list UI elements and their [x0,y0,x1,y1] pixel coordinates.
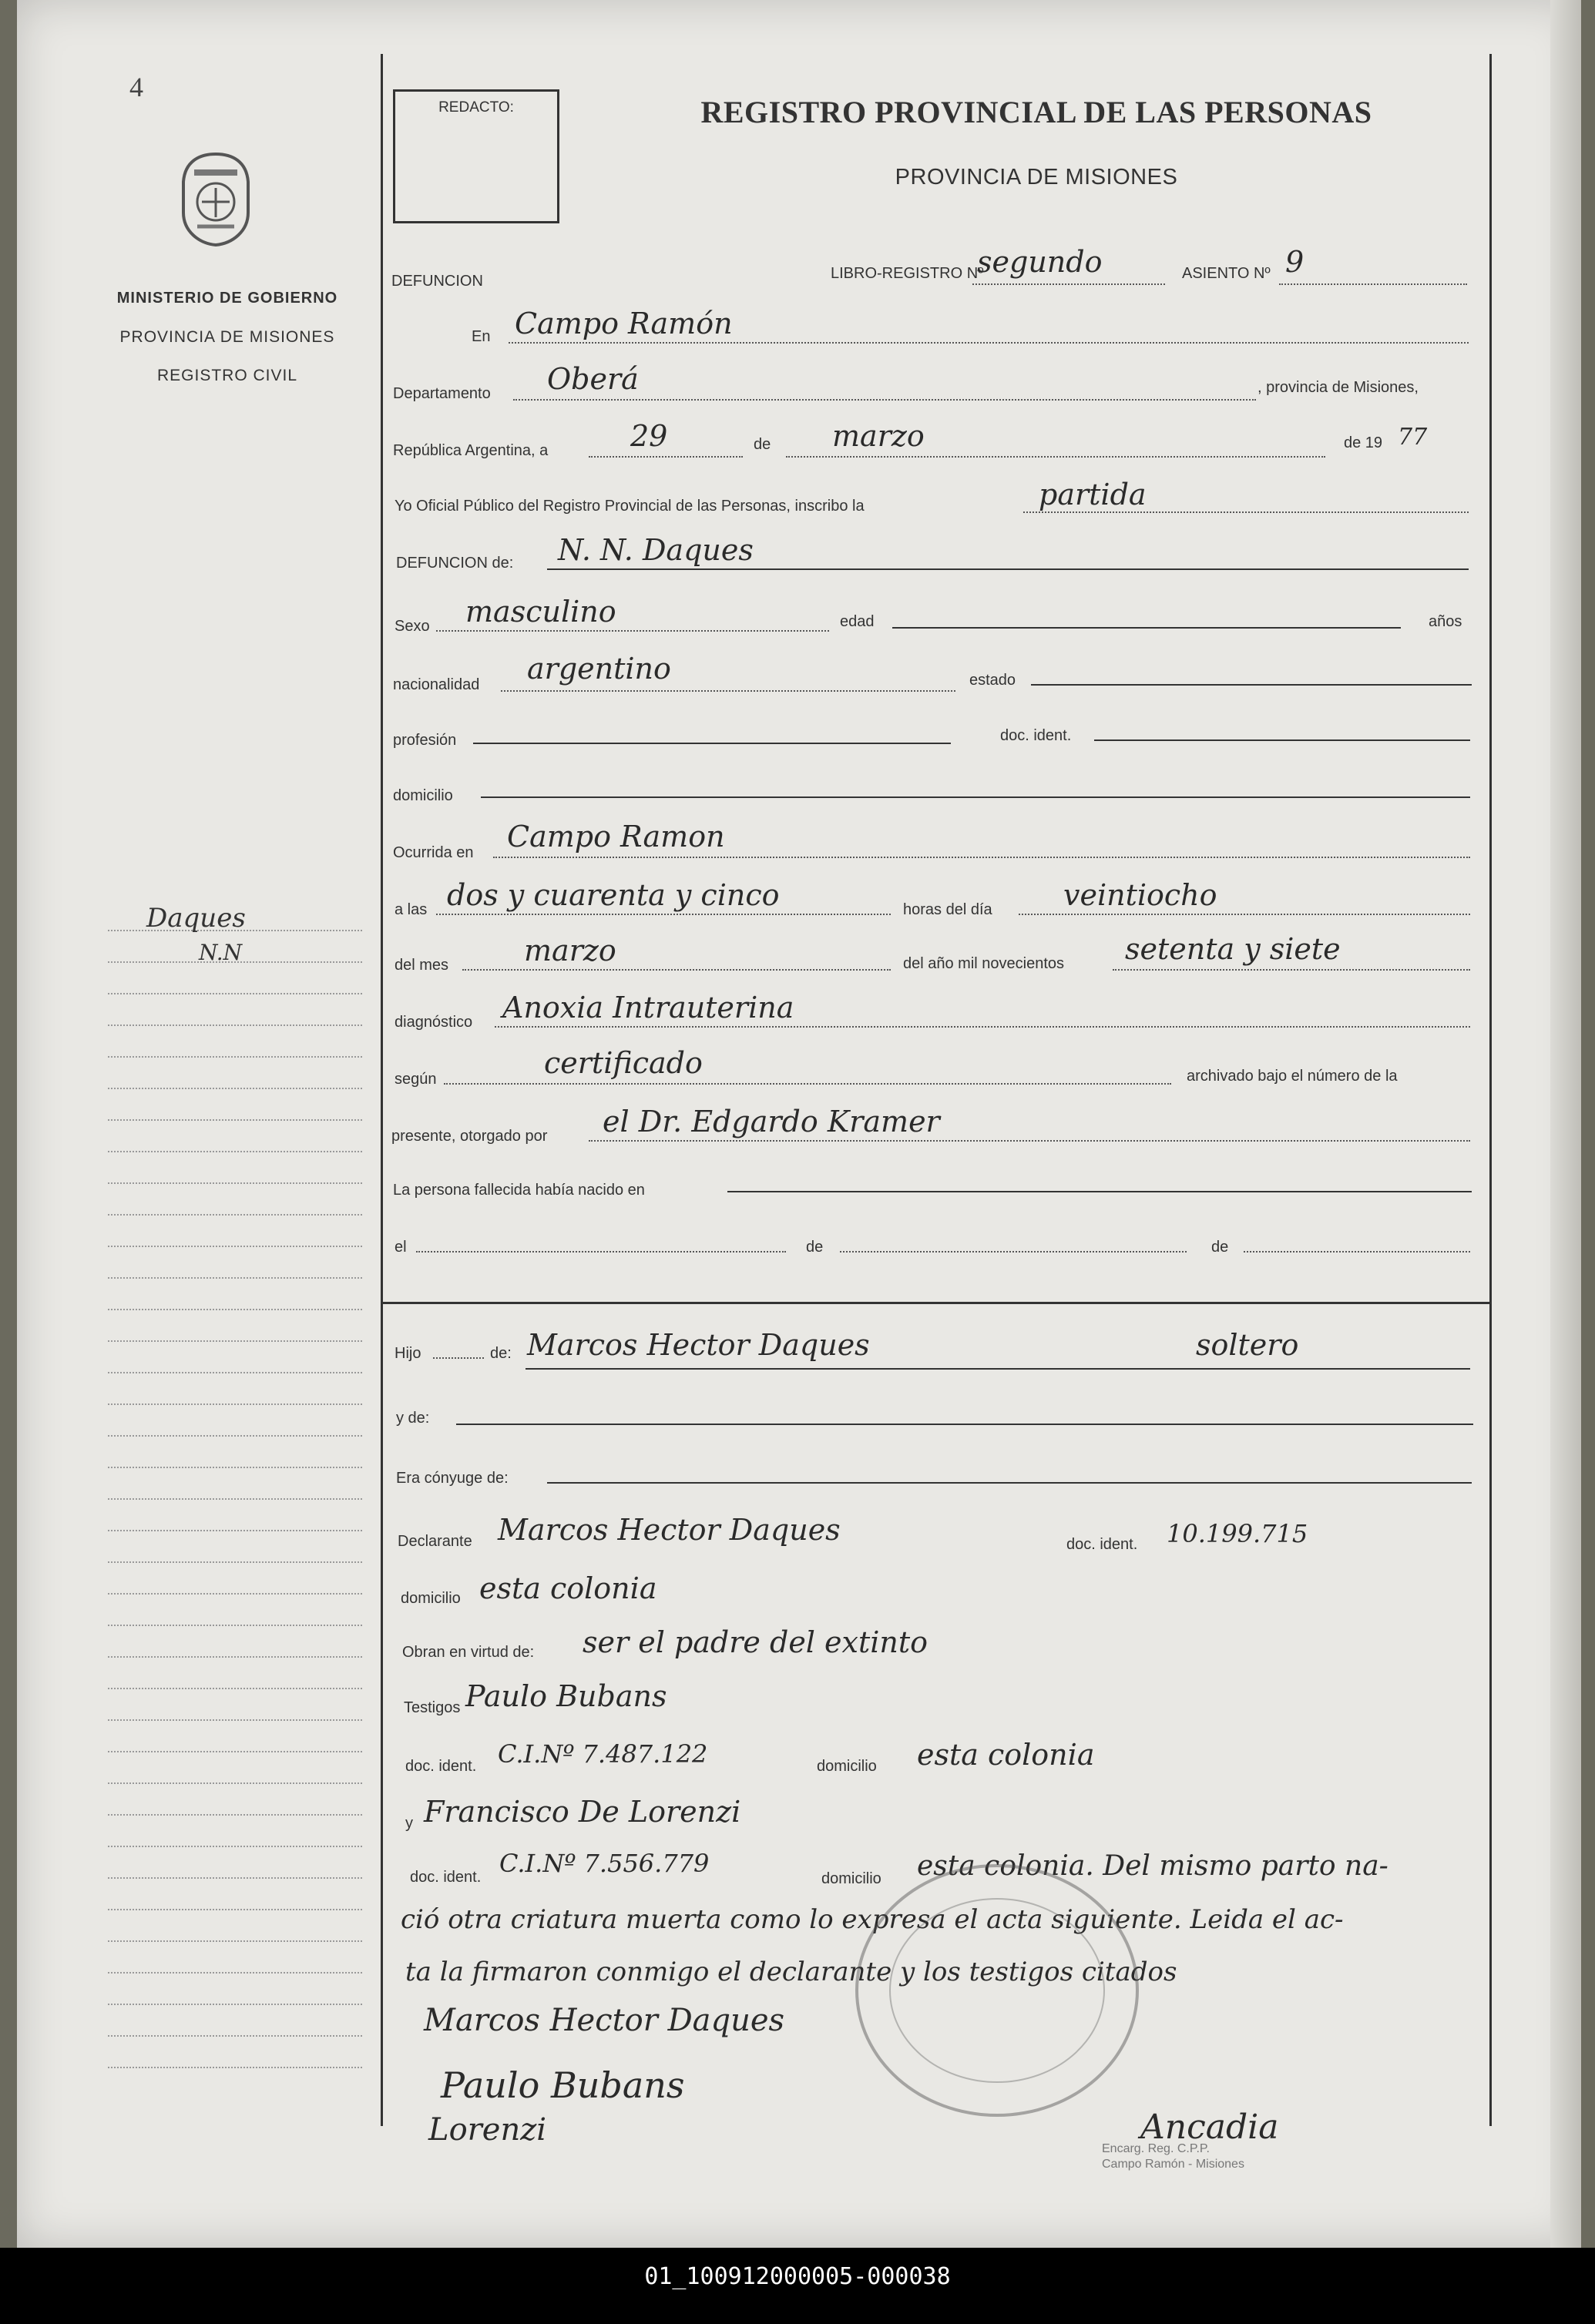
month-line [786,456,1325,458]
day-of-death-label: horas del día [903,901,992,918]
act-type-label: DEFUNCION [391,273,483,290]
month-value: marzo [832,419,925,453]
department-label: Departamento [393,385,491,402]
registry-heading: REGISTRO CIVIL [156,367,298,384]
year-of-death-label: del año mil novecientos [903,955,1065,972]
book-number-line [972,283,1165,285]
mother-line [456,1424,1473,1425]
deceased-line [547,568,1469,570]
book-number-label: LIBRO-REGISTRO Nº [831,265,984,282]
deceased-name: N. N. Daques [558,533,754,567]
note-line-2: ta la firmaron conmigo el declarante y los testigos citados [405,1957,1177,1987]
birth-day-line [416,1251,786,1253]
nationality-label: nacionalidad [393,676,480,693]
place-value: Campo Ramón [515,307,733,340]
department-value: Oberá [547,362,639,396]
witness1-address-label: domicilio [817,1758,877,1775]
witness1-address-value: esta colonia [917,1738,1095,1772]
according-line [444,1083,1171,1085]
page-number: 4 [129,72,143,102]
birthdate-de-label-2: de [1211,1239,1229,1256]
according-label: según [395,1071,437,1088]
witness1-doc-label: doc. ident. [405,1758,477,1775]
book-spine [1550,0,1581,2248]
entry-number-line [1279,283,1467,285]
day-value: 29 [630,419,668,453]
birth-month-line [840,1251,1187,1253]
acting-as-value: ser el padre del extinto [583,1625,928,1659]
partida-value: partida [1039,478,1147,511]
birthplace-label: La persona fallecida había nacido en [393,1182,645,1199]
image-footer [0,2248,1595,2324]
time-line [436,914,891,915]
civil-status-line [1031,684,1472,686]
mother-label: y de: [396,1410,430,1427]
father-de-label: de: [490,1345,512,1362]
province-text: , provincia de Misiones, [1258,379,1419,396]
id-doc-label: doc. ident. [1000,727,1072,744]
diagnosis-label: diagnóstico [395,1014,473,1031]
spouse-label: Era cónyuge de: [396,1470,509,1487]
occurred-line [493,857,1470,858]
book-number-value: segundo [977,245,1103,279]
partida-line [1023,511,1469,513]
address-line [481,796,1470,798]
ministry-heading: MINISTERIO DE GOBIERNO [116,290,338,307]
witness2-y-label: y [405,1815,413,1832]
signature-witness1: Paulo Bubans [441,2064,685,2106]
witness2-name: Francisco De Lorenzi [424,1795,741,1829]
coat-of-arms-icon [179,151,253,248]
spouse-line [547,1482,1472,1484]
declarant-doc-label: doc. ident. [1066,1536,1138,1553]
nationality-value: argentino [527,652,671,686]
section-divider [381,1302,1489,1304]
witness2-doc-value: C.I.Nº 7.556.779 [499,1849,710,1878]
officer-stamp-line1: Encarg. Reg. C.P.P. [1102,2142,1210,2155]
time-value: dos y cuarenta y cinco [447,878,780,912]
signature-officer: Ancadia [1140,2108,1279,2147]
age-label: edad [840,613,875,630]
year-of-death-value: setenta y siete [1125,932,1341,966]
address-label: domicilio [393,787,453,804]
nationality-line [501,690,955,692]
sex-label: Sexo [395,618,430,635]
note-line-1: ció otra criatura muerta como lo expresa el acta siguiente. Leida el ac- [401,1904,1344,1935]
year-prefix-label: de 19 [1344,434,1383,451]
time-label: a las [395,901,428,918]
date-label: República Argentina, a [393,442,549,459]
year-of-death-line [1113,969,1470,971]
redacto-box [393,89,559,223]
day-line [589,456,743,458]
civil-status-label: estado [969,672,1016,689]
years-label: años [1429,613,1462,630]
place-line [509,342,1469,344]
declarant-address-label: domicilio [401,1590,461,1607]
birthdate-el-label: el [395,1239,407,1256]
diagnosis-line [495,1026,1470,1028]
occurred-label: Ocurrida en [393,844,474,861]
birthdate-de-label-1: de [806,1239,824,1256]
margin-surname: Daques [146,903,246,934]
diagnosis-value: Anoxia Intrauterina [502,991,794,1025]
month-of-death-value: marzo [524,934,616,967]
day-of-death-value: veintiocho [1063,878,1217,912]
father-status: soltero [1196,1328,1299,1362]
page-title: REGISTRO PROVINCIAL DE LAS PERSONAS [700,95,1372,129]
sex-value: masculino [465,595,616,629]
entry-number-label: ASIENTO Nº [1182,265,1271,282]
sex-line [436,630,829,632]
department-line [513,399,1256,401]
according-value: certificado [544,1046,703,1080]
officer-statement: Yo Oficial Público del Registro Provincial de las Personas, inscribo la [395,498,865,515]
profession-label: profesión [393,732,457,749]
official-stamp [855,1864,1139,2117]
declarant-doc-value: 10.199.715 [1167,1519,1308,1548]
year-value: 77 [1398,424,1428,451]
issued-by-label: presente, otorgado por [391,1128,548,1145]
birth-year-line [1244,1251,1470,1253]
acting-as-label: Obran en virtud de: [402,1644,535,1661]
witness2-address-label: domicilio [821,1870,881,1887]
province-heading: PROVINCIA DE MISIONES [119,328,335,346]
month-of-death-line [462,969,891,971]
margin-initials: N.N [199,940,243,965]
place-label: En [472,328,491,345]
page-subtitle: PROVINCIA DE MISIONES [895,165,1178,189]
witnesses-label: Testigos [404,1699,461,1716]
son-of-dots [433,1357,484,1359]
father-name: Marcos Hector Daques [527,1328,870,1362]
witness2-address-value: esta colonia. Del mismo parto na- [917,1850,1388,1882]
signature-witness2: Lorenzi [428,2112,547,2148]
archived-label: archivado bajo el número de la [1187,1068,1398,1085]
issued-by-line [589,1140,1470,1142]
son-of-label: Hijo [395,1345,421,1362]
issued-by-value: el Dr. Edgardo Kramer [603,1105,940,1139]
officer-stamp [1102,2141,1244,2172]
date-de-label: de [754,436,771,453]
age-line [892,627,1401,629]
witness1-doc-value: C.I.Nº 7.487.122 [498,1739,708,1769]
margin-ruled-lines [108,900,362,2068]
month-of-death-label: del mes [395,957,449,974]
entry-number-value: 9 [1285,245,1305,279]
signature-declarant: Marcos Hector Daques [424,2003,785,2038]
officer-stamp-line2: Campo Ramón - Misiones [1102,2158,1244,2171]
occurred-value: Campo Ramon [507,820,725,853]
id-doc-line [1094,739,1470,741]
profession-line [473,743,951,744]
declarant-label: Declarante [398,1533,472,1550]
footer-code: 01_100912000005-000038 [644,2263,951,2290]
witness1-name: Paulo Bubans [465,1679,667,1713]
redacto-label: REDACTO: [438,99,514,116]
birthplace-line [727,1191,1472,1192]
deceased-label: DEFUNCION de: [396,555,514,572]
day-of-death-line [1019,914,1470,915]
father-line [526,1368,1470,1370]
declarant-address-value: esta colonia [479,1571,657,1605]
witness2-doc-label: doc. ident. [410,1869,482,1886]
declarant-name: Marcos Hector Daques [498,1513,841,1547]
